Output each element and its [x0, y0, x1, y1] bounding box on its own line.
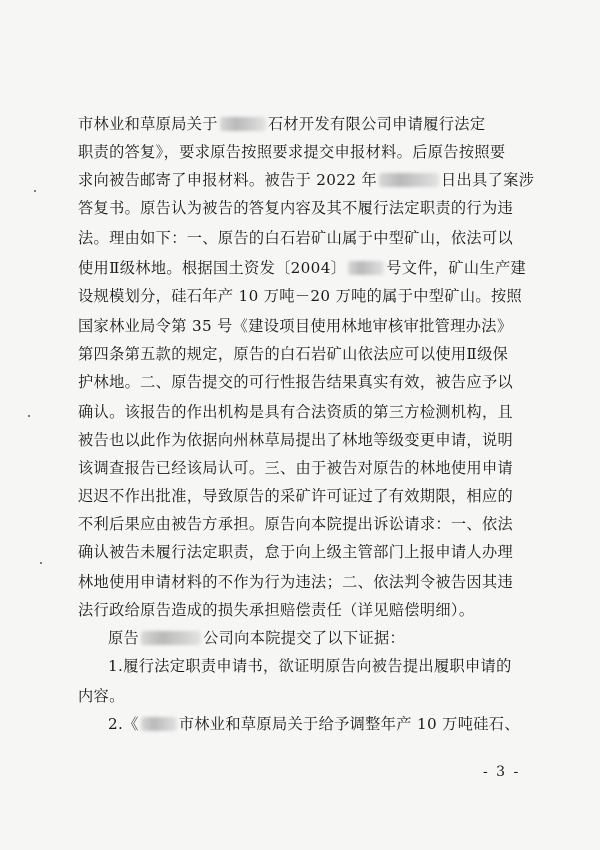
text-line: 不利后果应由被告方承担。原告向本院提出诉讼请求：一、依法	[78, 515, 514, 533]
text-line: 第四条第五款的规定，原告的白石岩矿山依法应可以使用Ⅱ级保	[78, 345, 509, 363]
text-line: 1.履行法定职责申请书，欲证明原告向被告提出履职申请的	[108, 657, 512, 675]
scan-speck	[28, 415, 30, 417]
text-line: 该调查报告已经该局认可。三、由于被告对原告的林地使用申请	[78, 459, 514, 477]
redaction	[379, 173, 439, 187]
text-line: 法。理由如下：一、原告的白石岩矿山属于中型矿山，依法可以	[78, 229, 514, 247]
text-line: 确认。该报告的作出机构是具有合法资质的第三方检测机构，且	[78, 403, 514, 421]
text-line: 市林业和草原局关于 石材开发有限公司申请履行法定	[78, 115, 486, 133]
redaction	[141, 631, 201, 645]
text-line: 内容。	[78, 687, 125, 705]
text-line: 答复书。原告认为被告的答复内容及其不履行法定职责的行为违	[78, 199, 514, 217]
text-line: 确认被告未履行法定职责，怠于向上级主管部门上报申请人办理	[78, 543, 514, 561]
redaction	[220, 117, 266, 131]
text-line: 国家林业局令第 35 号《建设项目使用林地审核审批管理办法》	[78, 317, 513, 335]
text-line: 求向被告邮寄了申报材料。被告于 2022 年 日出具了案涉	[78, 171, 535, 189]
text-line: 林地使用申请材料的不作为行为违法；二、依法判令被告因其违	[78, 573, 514, 591]
page-number: - 3 -	[483, 764, 521, 780]
text-line: 迟迟不作出批准，导致原告的采矿许可证过了有效期限，相应的	[78, 487, 514, 505]
text-line: 设规模划分，硅石年产 10 万吨－20 万吨的属于中型矿山。按照	[78, 287, 523, 305]
text-line: 2.《 市林业和草原局关于给予调整年产 10 万吨硅石、	[108, 715, 520, 733]
text-line: 法行政给原告造成的损失承担赔偿责任（详见赔偿明细）。	[78, 601, 475, 619]
redaction	[348, 261, 384, 275]
scan-speck	[40, 562, 42, 564]
redaction	[141, 717, 177, 731]
scan-speck	[34, 190, 36, 192]
text-line: 原告 公司向本院提交了以下证据：	[108, 629, 406, 647]
text-line: 被告也以此作为依据向州林草局提出了林地等级变更申请，说明	[78, 431, 514, 449]
text-line: 使用Ⅱ级林地。根据国土资发〔2004〕 号文件，矿山生产建	[78, 259, 527, 277]
text-line: 护林地。二、原告提交的可行性报告结果真实有效，被告应予以	[78, 373, 514, 391]
text-line: 职责的答复》，要求原告按照要求提交申报材料。后原告按照要	[78, 143, 506, 161]
